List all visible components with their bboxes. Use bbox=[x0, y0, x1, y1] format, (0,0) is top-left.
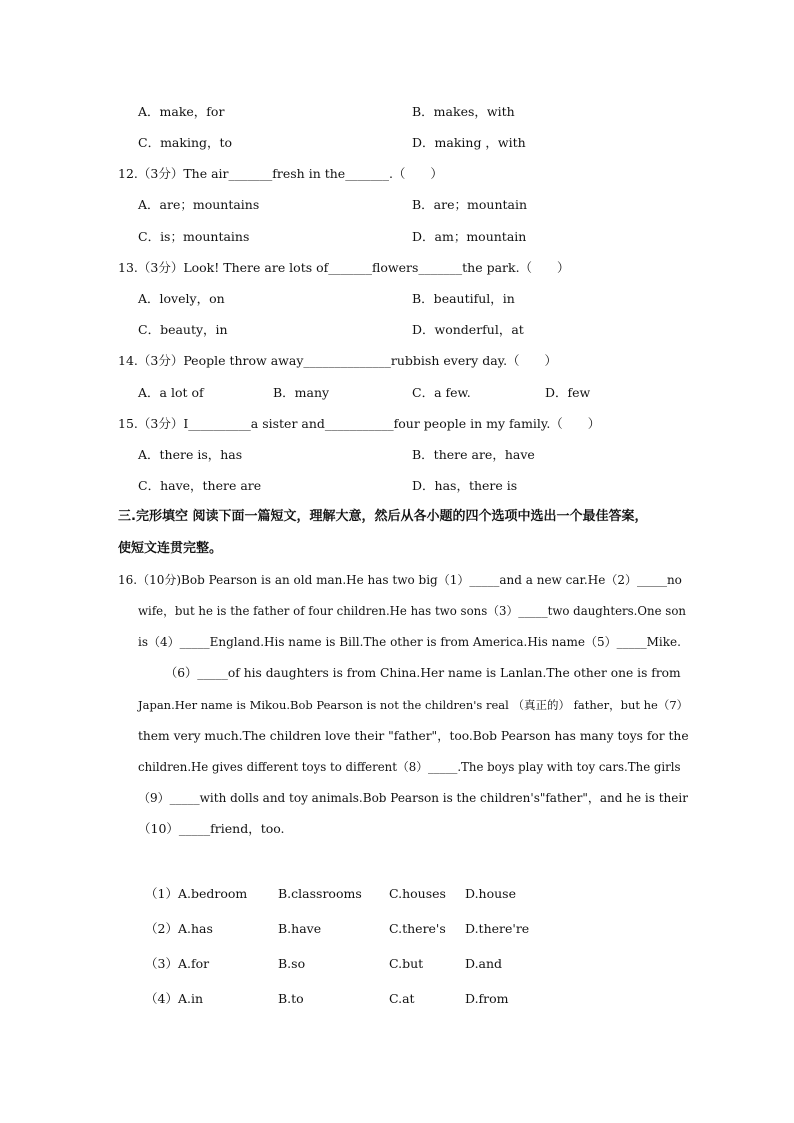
q16-choice-4-d: D.from bbox=[465, 991, 509, 1006]
q16-passage-line-9: （10）_____friend，too. bbox=[138, 821, 285, 836]
q14-option-b: B．many bbox=[273, 385, 330, 400]
q16-passage-line-4: （6）_____of his daughters is from China.Her name is Lanlan.The other one is from bbox=[165, 666, 681, 680]
q15-option-b: B．there are，have bbox=[412, 447, 535, 462]
q16-choice-3-a: （3）A.for bbox=[145, 956, 210, 971]
q11-option-a: A．make，for bbox=[138, 104, 225, 119]
q16-passage-line-2: wife，but he is the father of four children.He has two sons（3）_____two daughters.One son bbox=[138, 604, 686, 618]
q16-passage-line-7: children.He gives different toys to different（8）_____.The boys play with toy cars.The girls bbox=[138, 760, 681, 774]
q12-option-a: A．are；mountains bbox=[138, 197, 260, 212]
q16-passage-line-3: is（4）_____England.His name is Bill.The other is from America.His name（5）_____Mike. bbox=[138, 635, 681, 649]
q16-passage-line-5: Japan.Her name is Mikou.Bob Pearson is not the children's real （真正的） father，but he（7） bbox=[138, 698, 689, 712]
q14-stem: 14.（3分）People throw away______________rubbish every day.（ ） bbox=[118, 353, 558, 368]
q13-option-a: A．lovely，on bbox=[138, 291, 225, 306]
q12-option-d: D．am；mountain bbox=[412, 229, 527, 244]
section-heading-line1: 三.完形填空 阅读下面一篇短文，理解大意，然后从各小题的四个选项中选出一个最佳答案， bbox=[118, 509, 648, 524]
q11-option-c: C．making，to bbox=[138, 135, 233, 150]
q16-passage-line-6: them very much.The children love their "father"，too.Bob Pearson has many toys for the bbox=[138, 729, 689, 743]
section-heading-line2: 使短文连贯完整。 bbox=[118, 541, 223, 556]
q16-choice-4-c: C.at bbox=[389, 991, 415, 1006]
q16-passage-line-1: 16.（10分)Bob Pearson is an old man.He has two big（1）_____and a new car.He（2）_____no bbox=[118, 573, 682, 587]
q12-stem: 12.（3分）The air_______fresh in the_______.（ ） bbox=[118, 166, 443, 181]
q16-choice-2-b: B.have bbox=[278, 921, 322, 936]
q15-option-c: C．have，there are bbox=[138, 478, 262, 493]
q16-choice-1-a: （1）A.bedroom bbox=[145, 886, 248, 901]
q15-option-d: D．has，there is bbox=[412, 478, 518, 493]
q16-choice-3-c: C.but bbox=[389, 956, 424, 971]
q13-stem: 13.（3分）Look! There are lots of_______flowers_______the park.（ ） bbox=[118, 260, 570, 275]
q12-option-c: C．is；mountains bbox=[138, 229, 250, 244]
q16-choice-3-d: D.and bbox=[465, 956, 503, 971]
q15-stem: 15.（3分）I__________a sister and___________four people in my family.（ ） bbox=[118, 416, 601, 431]
q16-choice-4-a: （4）A.in bbox=[145, 991, 204, 1006]
q11-option-b: B．makes，with bbox=[412, 104, 515, 119]
q11-option-d: D．making ，with bbox=[412, 135, 526, 150]
q12-option-b: B．are；mountain bbox=[412, 197, 528, 212]
q16-choice-3-b: B.so bbox=[278, 956, 306, 971]
q15-option-a: A．there is，has bbox=[138, 447, 243, 462]
q16-choice-2-c: C.there's bbox=[389, 921, 446, 936]
q16-choice-2-d: D.there're bbox=[465, 921, 530, 936]
q16-passage-line-8: （9）_____with dolls and toy animals.Bob Pearson is the children's"father"，and he is their bbox=[138, 791, 688, 805]
q14-option-c: C．a few. bbox=[412, 385, 471, 400]
q16-choice-1-d: D.house bbox=[465, 886, 516, 901]
q16-choice-1-b: B.classrooms bbox=[278, 886, 362, 901]
q16-choice-1-c: C.houses bbox=[389, 886, 446, 901]
q13-option-c: C．beauty，in bbox=[138, 322, 228, 337]
q13-option-d: D．wonderful，at bbox=[412, 322, 524, 337]
q14-option-d: D．few bbox=[545, 385, 591, 400]
q14-option-a: A．a lot of bbox=[138, 385, 204, 400]
q16-choice-4-b: B.to bbox=[278, 991, 304, 1006]
q13-option-b: B．beautiful，in bbox=[412, 291, 515, 306]
q16-choice-2-a: （2）A.has bbox=[145, 921, 213, 936]
